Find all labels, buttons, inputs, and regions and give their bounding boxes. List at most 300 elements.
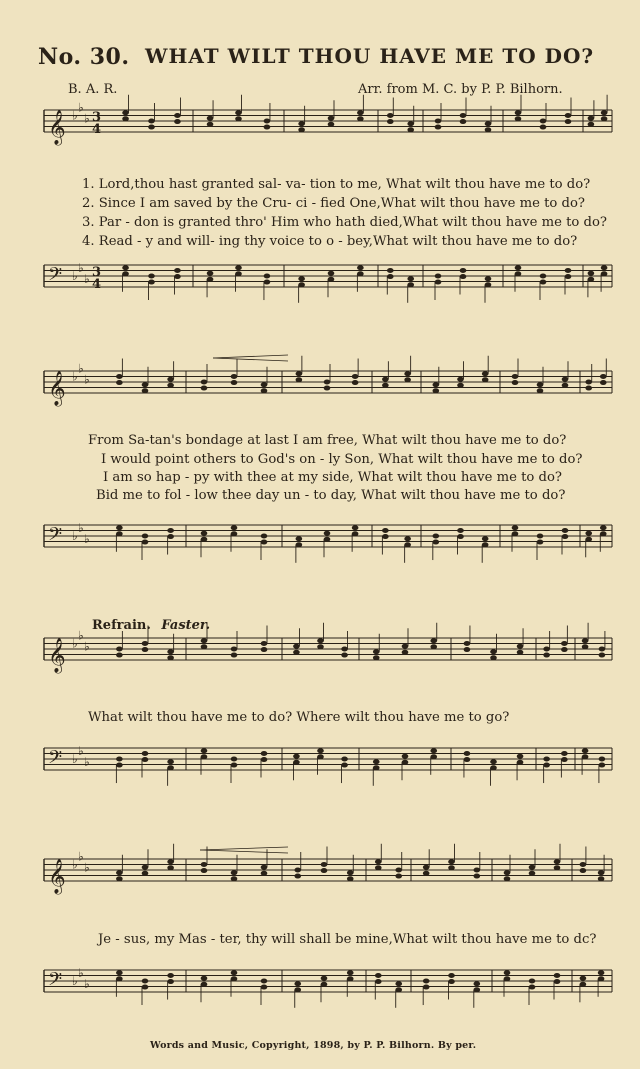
- r1t-note-head: [430, 638, 437, 643]
- r2b-note-head: [598, 976, 605, 981]
- s2b-note-head: [433, 540, 440, 545]
- s1t-note-head: [387, 119, 394, 124]
- r1t-note-head: [464, 641, 471, 646]
- r1t-note-head: [517, 644, 524, 649]
- s1t-note-head: [122, 110, 129, 115]
- s1b-note-head: [298, 276, 305, 281]
- s2t-note-head: [600, 380, 607, 385]
- r2b-note-head: [504, 976, 511, 981]
- s1b-note-head: [485, 282, 492, 287]
- s1b-note-head: [235, 271, 242, 276]
- r2t-note-head: [142, 871, 149, 876]
- s2b-note-head: [482, 536, 489, 541]
- r1t-note-head: [599, 647, 606, 652]
- r1b-note-head: [341, 757, 348, 762]
- s1t-note-head: [298, 121, 305, 126]
- s1t-note-head: [435, 119, 442, 124]
- s1t-note-head: [235, 110, 242, 115]
- s2t-flat-icon: ♭: [72, 369, 78, 384]
- r2b-note-head: [474, 981, 481, 986]
- s1b-note-head: [387, 268, 394, 273]
- s2t-note-head: [482, 377, 489, 382]
- s2b-flat-icon: ♭: [78, 520, 84, 535]
- r2b-note-head: [529, 979, 536, 984]
- arranger-credit: Arr. from M. C. by P. P. Bilhorn.: [358, 82, 563, 97]
- s2t-note-head: [261, 388, 268, 393]
- r1t-note-head: [341, 647, 348, 652]
- hymn-title: WHAT WILT THOU HAVE ME TO DO?: [145, 44, 595, 68]
- s2b-note-head: [585, 531, 592, 536]
- r1b-note-head: [261, 751, 268, 756]
- s2b-note-head: [382, 528, 389, 533]
- r2t-note-head: [231, 876, 238, 881]
- s1t-note-head: [122, 116, 129, 121]
- r2b-note-head: [231, 970, 238, 975]
- r1b-note-head: [599, 757, 606, 762]
- s2b-note-head: [537, 534, 544, 539]
- s2b-note-head: [600, 525, 607, 530]
- r1t-flat-icon: ♭: [72, 636, 78, 651]
- verse-3-line-2: I am so hap - py with thee at my side, What wilt thou have me to do?: [103, 470, 562, 485]
- s2b-note-head: [404, 536, 411, 541]
- r2t-note-head: [448, 865, 455, 870]
- s1t-note-head: [540, 125, 547, 130]
- r1b-note-head: [582, 748, 589, 753]
- r1b-note-head: [373, 759, 380, 764]
- r2t-note-head: [474, 874, 481, 879]
- r2t-treble-clef-icon: 𝄞: [48, 859, 66, 894]
- s1b-note-head: [515, 271, 522, 276]
- r2b-note-head: [529, 985, 536, 990]
- crescendo-line: [200, 847, 288, 850]
- s2t-note-head: [296, 371, 303, 376]
- r1t-note-head: [430, 644, 437, 649]
- r1b-note-head: [116, 757, 123, 762]
- s2t-note-head: [404, 377, 411, 382]
- s2b-note-head: [116, 525, 123, 530]
- s1t-note-head: [207, 116, 214, 121]
- r2t-note-head: [598, 870, 605, 875]
- s1t-note-head: [387, 113, 394, 118]
- s2t-note-head: [352, 380, 359, 385]
- r2t-note-head: [529, 865, 536, 870]
- r2t-note-head: [474, 868, 481, 873]
- s1t-note-head: [588, 122, 595, 127]
- verse-2-line-1: 2. Since I am saved by the Cru- ci - fied One,What wilt thou have me to do?: [82, 196, 585, 211]
- s1t-time-sig-top: 3: [92, 110, 102, 125]
- s2t-note-head: [352, 374, 359, 379]
- s1t-note-head: [485, 121, 492, 126]
- s1t-note-head: [435, 125, 442, 130]
- s1b-note-head: [565, 274, 572, 279]
- s1t-note-head: [407, 121, 414, 126]
- s1b-time-sig-top: 3: [92, 265, 102, 280]
- s2b-note-head: [296, 542, 303, 547]
- s1t-flat-icon: ♭: [72, 108, 78, 123]
- s2t-note-head: [167, 383, 174, 388]
- r1b-note-head: [201, 754, 208, 759]
- r2t-note-head: [598, 876, 605, 881]
- s2b-note-head: [457, 534, 464, 539]
- s1b-note-head: [460, 274, 467, 279]
- r1t-note-head: [561, 647, 568, 652]
- r2t-note-head: [261, 865, 268, 870]
- r2b-note-head: [116, 976, 123, 981]
- s1b-note-head: [264, 280, 271, 285]
- r1t-note-head: [167, 655, 174, 660]
- r1t-note-head: [464, 647, 471, 652]
- r1b-note-head: [599, 763, 606, 768]
- s1b-note-head: [148, 274, 155, 279]
- s1t-note-head: [588, 116, 595, 121]
- r1b-bass-clef-icon: 𝄢: [48, 747, 63, 773]
- s1t-note-head: [601, 116, 608, 121]
- s2t-note-head: [116, 374, 123, 379]
- r1b-note-head: [543, 763, 550, 768]
- r1t-note-head: [490, 649, 497, 654]
- r1t-note-head: [293, 644, 300, 649]
- s2t-note-head: [562, 377, 569, 382]
- r2b-note-head: [554, 979, 561, 984]
- r1t-note-head: [543, 647, 550, 652]
- s1b-note-head: [207, 277, 214, 282]
- s1b-note-head: [122, 271, 129, 276]
- s2t-note-head: [382, 377, 389, 382]
- s1b-note-head: [328, 277, 335, 282]
- r1b-note-head: [517, 754, 524, 759]
- r1b-note-head: [116, 763, 123, 768]
- s1t-note-head: [264, 125, 271, 130]
- r1t-note-head: [543, 653, 550, 658]
- s1b-time-sig-bottom: 4: [92, 277, 102, 292]
- r2b-note-head: [580, 982, 587, 987]
- s1b-note-head: [264, 274, 271, 279]
- s2b-note-head: [585, 537, 592, 542]
- r2t-note-head: [504, 870, 511, 875]
- s1b-note-head: [540, 280, 547, 285]
- r2t-note-head: [423, 865, 430, 870]
- verse-1-line-2: From Sa-tan's bondage at last I am free, What wilt thou have me to do?: [88, 433, 567, 448]
- r1t-note-head: [293, 650, 300, 655]
- s2b-note-head: [142, 534, 149, 539]
- r1b-note-head: [373, 765, 380, 770]
- s1b-note-head: [540, 274, 547, 279]
- r1b-note-head: [402, 754, 409, 759]
- s2b-note-head: [537, 540, 544, 545]
- r1b-note-head: [293, 754, 300, 759]
- r2b-flat-icon: ♭: [84, 976, 90, 991]
- s1t-note-head: [515, 116, 522, 121]
- s1t-note-head: [264, 119, 271, 124]
- s2b-note-head: [324, 537, 331, 542]
- r1t-note-head: [317, 644, 324, 649]
- s2b-flat-icon: ♭: [84, 531, 90, 546]
- r1t-note-head: [142, 647, 149, 652]
- r2t-note-head: [294, 874, 301, 879]
- r2b-flat-icon: ♭: [72, 974, 78, 988]
- s1b-note-head: [328, 271, 335, 276]
- r1b-note-head: [561, 751, 568, 756]
- s1t-note-head: [174, 119, 181, 124]
- r1t-flat-icon: ♭: [84, 639, 90, 654]
- s1b-note-head: [235, 265, 242, 270]
- s2b-note-head: [167, 528, 174, 533]
- s2b-note-head: [512, 525, 519, 530]
- s1t-note-head: [460, 119, 467, 124]
- r2t-note-head: [116, 870, 123, 875]
- s2t-note-head: [433, 388, 440, 393]
- s2t-note-head: [142, 382, 149, 387]
- r1b-flat-icon: ♭: [84, 754, 90, 769]
- r2b-note-head: [321, 982, 328, 987]
- s1b-note-head: [298, 282, 305, 287]
- r2b-note-head: [554, 973, 561, 978]
- r1t-treble-clef-icon: 𝄞: [48, 638, 66, 673]
- s2b-note-head: [562, 528, 569, 533]
- r1t-note-head: [582, 644, 589, 649]
- r1t-note-head: [341, 653, 348, 658]
- r2t-note-head: [347, 876, 354, 881]
- s1t-note-head: [540, 119, 547, 124]
- s2t-note-head: [512, 374, 519, 379]
- r1b-note-head: [430, 748, 437, 753]
- r1b-note-head: [517, 760, 524, 765]
- r1b-note-head: [402, 760, 409, 765]
- r2b-note-head: [347, 976, 354, 981]
- verse-1-line-1: 1. Lord,thou hast granted sal- va- tion to me, What wilt thou have me to do?: [82, 177, 591, 192]
- verse-4-line-2: Bid me to fol - low thee day un - to day, What wilt thou have me to do?: [96, 488, 566, 503]
- verse-3-line-1: 3. Par - don is granted thro' Him who hath died,What wilt thou have me to do?: [82, 215, 607, 230]
- r1t-note-head: [490, 655, 497, 660]
- s2t-treble-clef-icon: 𝄞: [48, 371, 66, 406]
- s1b-flat-icon: ♭: [78, 260, 84, 275]
- s2b-note-head: [600, 531, 607, 536]
- r2b-note-head: [201, 982, 208, 987]
- r1b-note-head: [231, 757, 238, 762]
- s1t-note-head: [207, 122, 214, 127]
- crescendo-line: [213, 358, 288, 361]
- s1t-note-head: [328, 116, 335, 121]
- crescendo-line: [213, 355, 288, 358]
- s1t-note-head: [357, 116, 364, 121]
- r2b-note-head: [167, 979, 174, 984]
- r1b-note-head: [582, 754, 589, 759]
- r2b-note-head: [423, 985, 430, 990]
- r2t-note-head: [261, 871, 268, 876]
- s1b-note-head: [588, 271, 595, 276]
- s1t-note-head: [357, 110, 364, 115]
- s1b-note-head: [387, 274, 394, 279]
- r1b-note-head: [201, 748, 208, 753]
- r2t-note-head: [554, 859, 561, 864]
- r1b-note-head: [142, 751, 149, 756]
- r2t-note-head: [167, 865, 174, 870]
- r2b-note-head: [504, 970, 511, 975]
- r2b-note-head: [375, 979, 382, 984]
- r2b-note-head: [294, 987, 301, 992]
- s1t-note-head: [328, 122, 335, 127]
- s1t-flat-icon: ♭: [84, 111, 90, 126]
- r2t-note-head: [294, 868, 301, 873]
- s2t-flat-icon: ♭: [84, 372, 90, 387]
- s2t-note-head: [537, 382, 544, 387]
- r2b-note-head: [116, 970, 123, 975]
- r2b-note-head: [375, 973, 382, 978]
- r1b-note-head: [464, 751, 471, 756]
- r2t-note-head: [201, 868, 208, 873]
- s1t-note-head: [515, 110, 522, 115]
- r2b-note-head: [261, 979, 268, 984]
- s2b-note-head: [167, 534, 174, 539]
- verse-2-line-2: I would point others to God's on - ly Son, What wilt thou have me to do?: [101, 452, 583, 467]
- r2b-note-head: [321, 976, 328, 981]
- r1t-note-head: [261, 647, 268, 652]
- s1t-note-head: [565, 119, 572, 124]
- s1b-note-head: [601, 271, 608, 276]
- s2t-note-head: [457, 377, 464, 382]
- s2b-note-head: [457, 528, 464, 533]
- r1b-flat-icon: ♭: [78, 743, 84, 758]
- r1b-note-head: [341, 763, 348, 768]
- r1t-note-head: [201, 644, 208, 649]
- r2t-note-head: [321, 868, 328, 873]
- s2b-note-head: [261, 534, 268, 539]
- r2t-note-head: [504, 876, 511, 881]
- r2b-note-head: [294, 981, 301, 986]
- r2t-note-head: [580, 868, 587, 873]
- tempo-marking: Faster.: [161, 618, 211, 633]
- s2b-flat-icon: ♭: [72, 529, 78, 543]
- s2b-note-head: [512, 531, 519, 536]
- r1t-note-head: [599, 653, 606, 658]
- s2b-note-head: [433, 534, 440, 539]
- refrain-heading: [92, 618, 210, 633]
- r1t-note-head: [402, 644, 409, 649]
- r2t-note-head: [375, 865, 382, 870]
- s1t-note-head: [407, 127, 414, 132]
- s1t-note-head: [485, 127, 492, 132]
- s2b-note-head: [231, 525, 238, 530]
- s2b-note-head: [382, 534, 389, 539]
- r1t-note-head: [261, 641, 268, 646]
- s2b-bass-clef-icon: 𝄢: [48, 524, 63, 550]
- s1t-treble-clef-icon: 𝄞: [48, 110, 66, 145]
- s2t-note-head: [296, 377, 303, 382]
- s2t-note-head: [482, 371, 489, 376]
- r2b-note-head: [201, 976, 208, 981]
- s1t-note-head: [565, 113, 572, 118]
- r1t-note-head: [116, 647, 123, 652]
- author-initials: B. A. R.: [68, 82, 118, 97]
- refrain-label: Refrain.: [92, 618, 151, 633]
- s2b-note-head: [201, 537, 208, 542]
- r1b-note-head: [293, 760, 300, 765]
- r1b-note-head: [490, 759, 497, 764]
- s1t-note-head: [601, 110, 608, 115]
- s1b-note-head: [174, 274, 181, 279]
- s1t-note-head: [460, 113, 467, 118]
- r2b-note-head: [423, 979, 430, 984]
- s1b-note-head: [357, 271, 364, 276]
- r1b-note-head: [430, 754, 437, 759]
- s2t-note-head: [457, 383, 464, 388]
- r1b-note-head: [261, 757, 268, 762]
- s2b-note-head: [562, 534, 569, 539]
- r2b-note-head: [142, 979, 149, 984]
- s2b-note-head: [296, 536, 303, 541]
- r2t-note-head: [201, 862, 208, 867]
- s2t-flat-icon: ♭: [78, 361, 84, 376]
- s1t-note-head: [298, 127, 305, 132]
- s1b-bass-clef-icon: 𝄢: [48, 264, 63, 290]
- r2t-note-head: [116, 876, 123, 881]
- refrain-lyric-1: What wilt thou have me to do? Where wilt thou have me to go?: [88, 710, 510, 725]
- r2b-note-head: [395, 981, 402, 986]
- s1b-note-head: [601, 265, 608, 270]
- s2b-note-head: [352, 531, 359, 536]
- r2b-note-head: [142, 985, 149, 990]
- s2b-note-head: [142, 540, 149, 545]
- s1b-note-head: [174, 268, 181, 273]
- s2t-note-head: [167, 377, 174, 382]
- r2t-note-head: [321, 862, 328, 867]
- r2b-note-head: [448, 979, 455, 984]
- s2b-note-head: [352, 525, 359, 530]
- s2t-note-head: [585, 380, 592, 385]
- s1t-flat-icon: ♭: [78, 100, 84, 115]
- r2t-note-head: [580, 862, 587, 867]
- s1t-note-head: [148, 125, 155, 130]
- r2b-note-head: [395, 987, 402, 992]
- s1t-note-head: [235, 116, 242, 121]
- r1b-note-head: [561, 757, 568, 762]
- s2t-note-head: [600, 374, 607, 379]
- s2t-note-head: [231, 380, 238, 385]
- r2b-note-head: [448, 973, 455, 978]
- r1b-note-head: [490, 765, 497, 770]
- s1b-flat-icon: ♭: [84, 271, 90, 286]
- r1t-note-head: [231, 647, 238, 652]
- r2t-note-head: [554, 865, 561, 870]
- s1b-note-head: [565, 268, 572, 273]
- r1b-flat-icon: ♭: [72, 752, 78, 766]
- s2t-note-head: [382, 383, 389, 388]
- s2t-note-head: [116, 380, 123, 385]
- r1t-note-head: [317, 638, 324, 643]
- s1b-note-head: [485, 276, 492, 281]
- s2t-note-head: [324, 386, 331, 391]
- r1t-flat-icon: ♭: [78, 628, 84, 643]
- r2t-note-head: [375, 859, 382, 864]
- r2t-note-head: [395, 868, 402, 873]
- s2t-note-head: [404, 371, 411, 376]
- s2t-note-head: [324, 380, 331, 385]
- s1b-note-head: [460, 268, 467, 273]
- r2t-flat-icon: ♭: [72, 857, 78, 872]
- r2b-note-head: [474, 987, 481, 992]
- r2b-flat-icon: ♭: [78, 965, 84, 980]
- r1t-note-head: [116, 653, 123, 658]
- s2t-note-head: [433, 382, 440, 387]
- s2b-note-head: [201, 531, 208, 536]
- r1b-note-head: [543, 757, 550, 762]
- r2b-note-head: [598, 970, 605, 975]
- s2t-note-head: [261, 382, 268, 387]
- s1b-flat-icon: ♭: [72, 269, 78, 283]
- r1t-note-head: [231, 653, 238, 658]
- r1t-note-head: [373, 655, 380, 660]
- r1b-note-head: [167, 759, 174, 764]
